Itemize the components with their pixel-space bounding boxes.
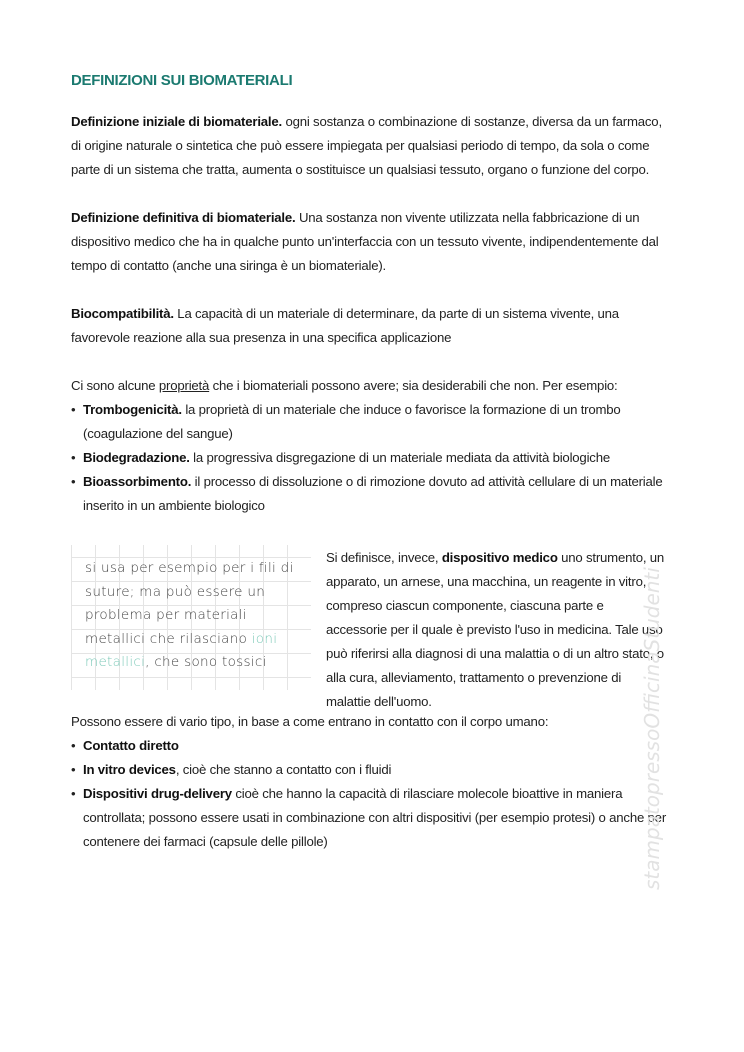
section-title: DEFINIZIONI SUI BIOMATERIALI: [71, 72, 293, 89]
list-item: [71, 398, 671, 446]
note-text-part: si usa per esempio per i fili di suture; ma può essere un problema per materiali metallici che rilasciano: [85, 560, 294, 647]
text: uno strumento, un apparato, un arnese, una macchina, un reagente in vitro, compreso ciascun componente, ciascuna parte e accessorie per il quale è previsto l'uso in medicina. Tale uso può riferirsi alla diagnosi di una malattia o di un altro stato, o alla cura, alleviamento, trattamento o prevenzione di malattie dell'uomo.: [326, 550, 665, 709]
term: Contatto diretto: [83, 738, 179, 753]
term: dispositivo medico: [441, 550, 558, 565]
properties-section: [71, 374, 671, 518]
item-text: la progressiva disgregazione di un materiale mediata da attività biologiche: [189, 450, 610, 465]
note-text: [85, 557, 310, 675]
item-text: la proprietà di un materiale che induce o favorisce la formazione di un trombo (coagulazione del sangue): [83, 402, 621, 441]
definition-final: [71, 206, 671, 278]
types-section: [71, 710, 671, 854]
item-text: , cioè che stanno a contatto con i fluidi: [175, 762, 392, 777]
text: Si definisce, invece,: [326, 550, 442, 565]
term: Biodegradazione.: [83, 450, 190, 465]
term: In vitro devices: [83, 762, 176, 777]
types-list: [71, 734, 671, 854]
list-item: [71, 446, 671, 470]
term: Definizione definitiva di biomateriale.: [71, 210, 296, 225]
handwritten-note: [71, 545, 311, 690]
list-item: [71, 782, 671, 854]
properties-intro: [71, 374, 671, 398]
term: Dispositivi drug-delivery: [83, 786, 232, 801]
intro-text: che i biomateriali possono avere; sia desiderabili che non. Per esempio:: [209, 378, 618, 393]
watermark: stampatopressoOfficinaStudenti: [640, 567, 664, 890]
note-highlight: ioni metallici: [85, 630, 278, 670]
list-item: [71, 470, 671, 518]
definition-biocompatibility: [71, 302, 676, 350]
item-text: il processo di dissoluzione o di rimozione dovuto ad attività cellulare di un materiale inserito in un ambiente biologico: [83, 474, 663, 513]
term: Biocompatibilità.: [71, 306, 174, 321]
definition-text: ogni sostanza o combinazione di sostanze, diversa da un farmaco, di origine naturale o sintetica che può essere impiegata per qualsiasi periodo di tempo, da sola o come parte di un sistema che tratta, aumenta o sostituisce un qualsiasi tessuto, organo o funzione del corpo.: [71, 114, 662, 177]
list-item: [71, 734, 671, 758]
list-item: [71, 758, 671, 782]
term: Definizione iniziale di biomateriale.: [71, 114, 282, 129]
medical-device-definition: [326, 546, 666, 714]
term: Bioassorbimento.: [83, 474, 192, 489]
definition-text: Una sostanza non vivente utilizzata nella fabbricazione di un dispositivo medico che ha in qualche punto un'interfaccia con un tessuto vivente, indipendentemente dal tempo di contatto (anche una siringa è un biomateriale).: [71, 210, 659, 273]
definition-initial: [71, 110, 671, 182]
types-intro: Possono essere di vario tipo, in base a come entrano in contatto con il corpo umano:: [71, 714, 549, 729]
definition-text: La capacità di un materiale di determinare, da parte di un sistema vivente, una favorevole reazione alla sua presenza in una specifica applicazione: [71, 306, 619, 345]
intro-text: Ci sono alcune: [71, 378, 159, 393]
item-text: cioè che hanno la capacità di rilasciare molecole bioattive in maniera controllata; possono essere usati in combinazione con altri dispositivi (per esempio protesi) o anche per contenere dei farmaci (capsule delle pillole): [83, 786, 667, 849]
term: Trombogenicità.: [83, 402, 182, 417]
properties-list: [71, 398, 671, 518]
note-text-part: , che sono tossici: [145, 654, 267, 670]
underlined-term: proprietà: [158, 378, 210, 393]
